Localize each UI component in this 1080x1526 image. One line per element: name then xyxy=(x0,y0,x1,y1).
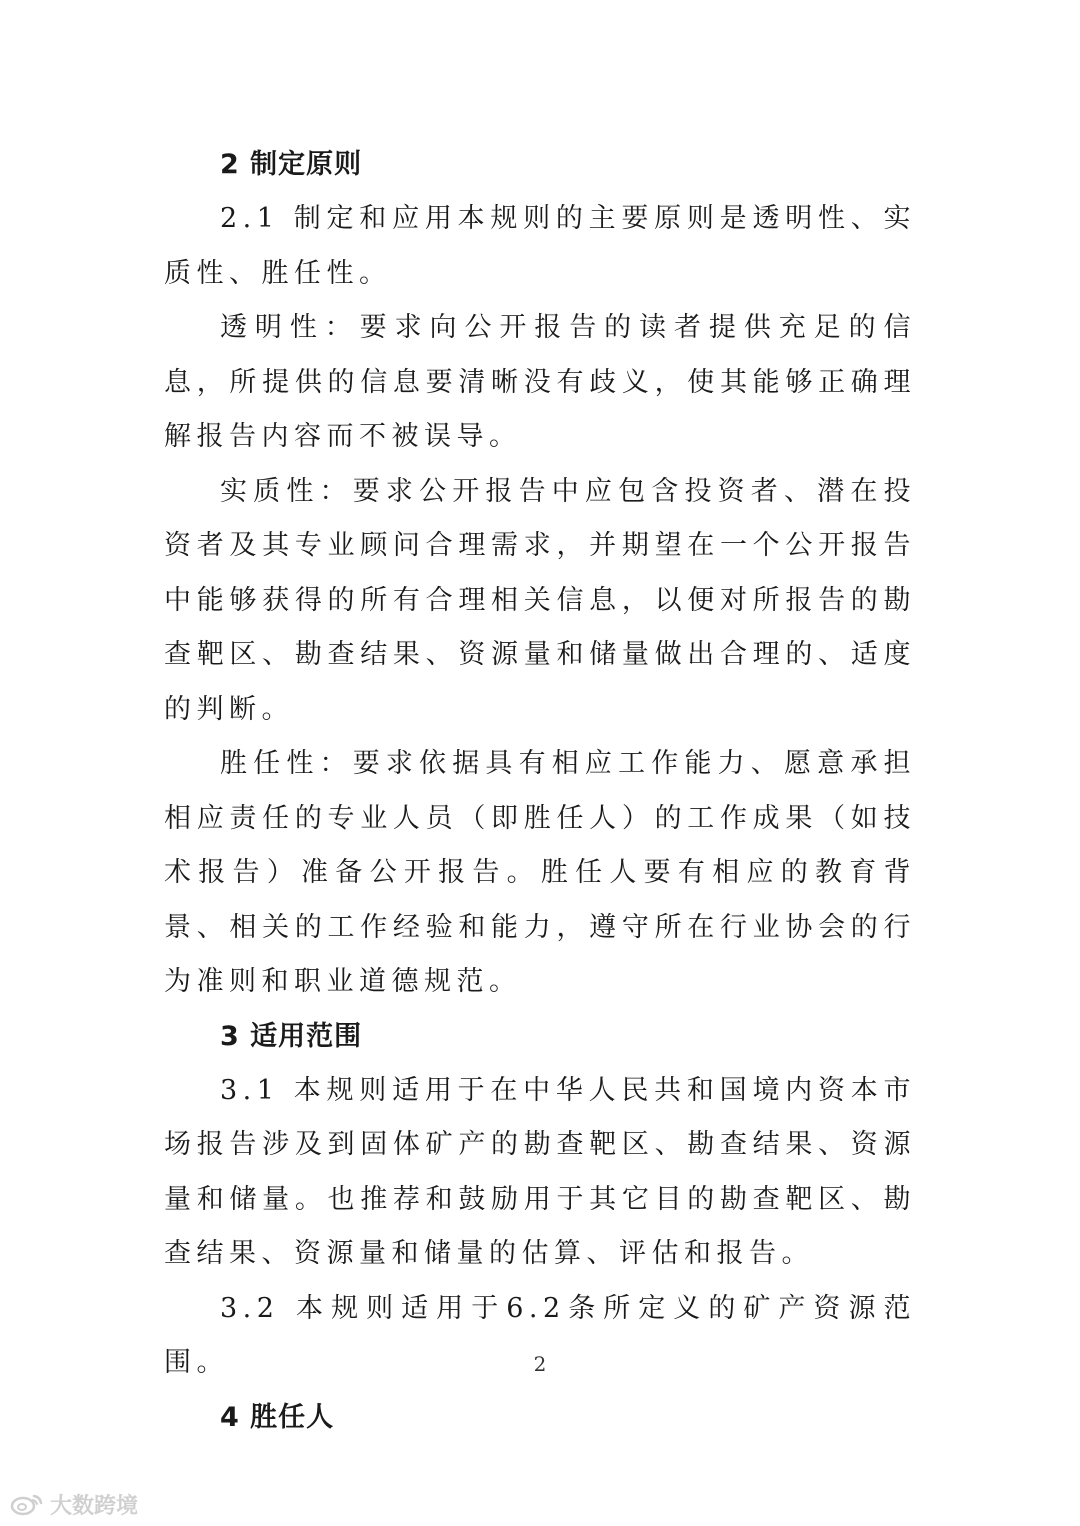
paragraph-2-1: 2.1 制定和应用本规则的主要原则是透明性、实质性、胜任性。 xyxy=(164,203,916,289)
paragraph-transparency: 透明性：要求向公开报告的读者提供充足的信息，所提供的信息要清晰没有歧义，使其能够正确理解报告内容而不被误导。 xyxy=(164,312,916,452)
paragraph-competence: 胜任性：要求依据具有相应工作能力、愿意承担相应责任的专业人员（即胜任人）的工作成果（如技术报告）准备公开报告。胜任人要有相应的教育背景、相关的工作经验和能力，遵守所在行业协会的行为准则和职业道德规范。 xyxy=(164,748,916,997)
paragraph-3-1: 3.1 本规则适用于在中华人民共和国境内资本市场报告涉及到固体矿产的勘查靶区、勘查结果、资源量和储量。也推荐和鼓励用于其它目的勘查靶区、勘查结果、资源量和储量的估算、评估和报告。 xyxy=(164,1074,916,1269)
paragraph-3-2: 3.2 本规则适用于6.2条所定义的矿产资源范围。 xyxy=(164,1292,916,1378)
watermark-text: 大数跨境 xyxy=(50,1493,139,1519)
weibo-logo-icon xyxy=(10,1492,44,1516)
watermark xyxy=(10,1490,138,1518)
section-heading-3: 3 适用范围 xyxy=(220,1020,363,1052)
paragraph-materiality: 实质性：要求公开报告中应包含投资者、潜在投资者及其专业顾问合理需求，并期望在一个公开报告中能够获得的所有合理相关信息，以便对所报告的勘查靶区、勘查结果、资源量和储量做出合理的、适度的判断。 xyxy=(164,475,916,725)
page-number: 2 xyxy=(533,1352,547,1376)
section-heading-4: 4 胜任人 xyxy=(220,1401,335,1433)
section-heading-2: 2 制定原则 xyxy=(220,149,363,180)
document-body xyxy=(164,138,916,1445)
